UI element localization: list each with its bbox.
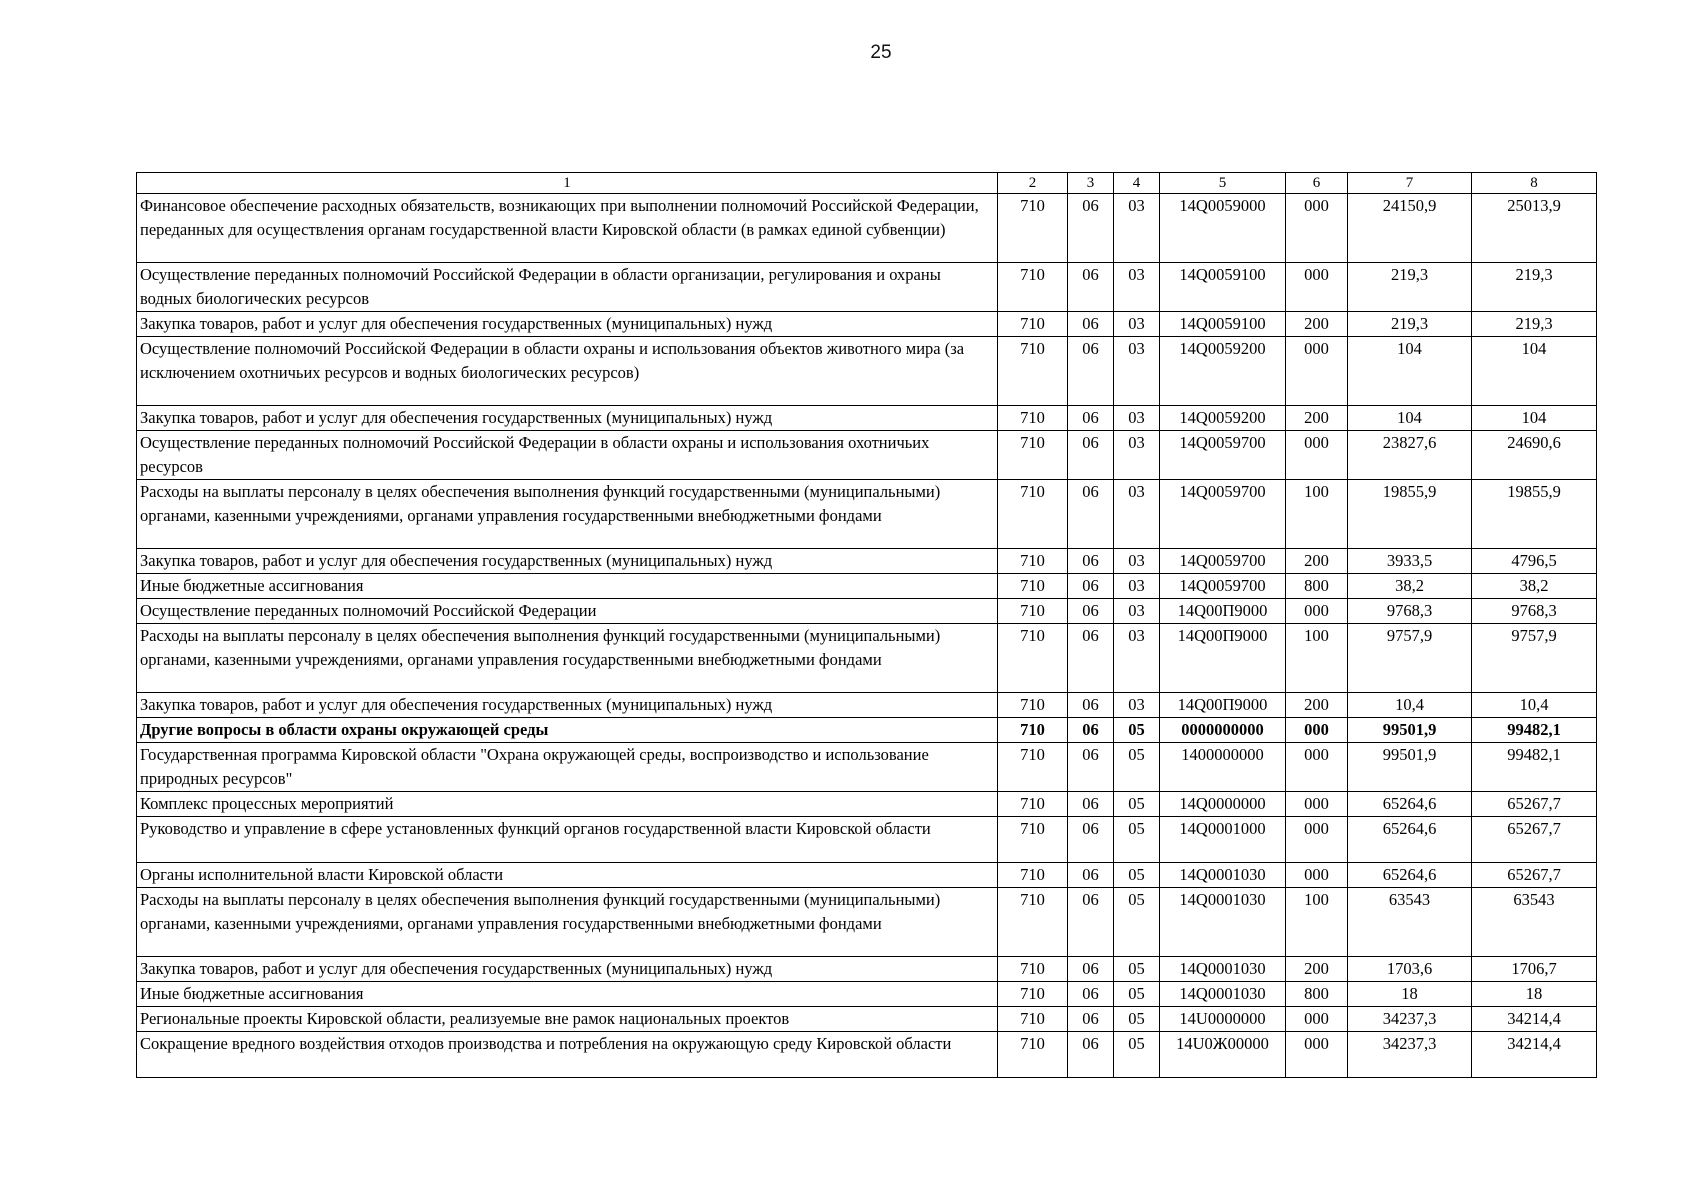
amount-year2-cell: 9757,9 bbox=[1472, 624, 1597, 693]
ministry-code-cell: 710 bbox=[998, 599, 1068, 624]
item-name-cell: Расходы на выплаты персоналу в целях обеспечения выполнения функций государственными (муниципальными) органами, казенными учреждениями, органами управления государственными внебюджетными фондами bbox=[137, 888, 998, 957]
subsection-code-cell: 05 bbox=[1114, 982, 1160, 1007]
table-row bbox=[137, 718, 1597, 743]
table-row bbox=[137, 194, 1597, 263]
target-article-cell: 14Q0059100 bbox=[1160, 263, 1286, 312]
item-name-cell: Закупка товаров, работ и услуг для обеспечения государственных (муниципальных) нужд bbox=[137, 693, 998, 718]
amount-year1-cell: 219,3 bbox=[1348, 312, 1472, 337]
subsection-code-cell: 03 bbox=[1114, 431, 1160, 480]
table-header-row bbox=[137, 173, 1597, 194]
table-row bbox=[137, 982, 1597, 1007]
ministry-code-cell: 710 bbox=[998, 982, 1068, 1007]
column-header: 8 bbox=[1472, 173, 1597, 194]
section-code-cell: 06 bbox=[1068, 792, 1114, 817]
amount-year2-cell: 24690,6 bbox=[1472, 431, 1597, 480]
subsection-code-cell: 05 bbox=[1114, 792, 1160, 817]
subsection-code-cell: 03 bbox=[1114, 574, 1160, 599]
table-body bbox=[137, 194, 1597, 1078]
target-article-cell: 1400000000 bbox=[1160, 743, 1286, 792]
ministry-code-cell: 710 bbox=[998, 957, 1068, 982]
amount-year2-cell: 99482,1 bbox=[1472, 743, 1597, 792]
item-name-cell: Органы исполнительной власти Кировской области bbox=[137, 863, 998, 888]
target-article-cell: 14U0000000 bbox=[1160, 1007, 1286, 1032]
ministry-code-cell: 710 bbox=[998, 480, 1068, 549]
amount-year2-cell: 104 bbox=[1472, 337, 1597, 406]
amount-year2-cell: 65267,7 bbox=[1472, 792, 1597, 817]
section-code-cell: 06 bbox=[1068, 1007, 1114, 1032]
subsection-code-cell: 03 bbox=[1114, 194, 1160, 263]
ministry-code-cell: 710 bbox=[998, 888, 1068, 957]
expense-type-cell: 000 bbox=[1286, 817, 1348, 863]
subsection-code-cell: 03 bbox=[1114, 406, 1160, 431]
amount-year1-cell: 3933,5 bbox=[1348, 549, 1472, 574]
amount-year1-cell: 99501,9 bbox=[1348, 718, 1472, 743]
section-code-cell: 06 bbox=[1068, 312, 1114, 337]
amount-year1-cell: 65264,6 bbox=[1348, 792, 1472, 817]
ministry-code-cell: 710 bbox=[998, 718, 1068, 743]
amount-year2-cell: 18 bbox=[1472, 982, 1597, 1007]
page-number: 25 bbox=[870, 42, 892, 63]
subsection-code-cell: 03 bbox=[1114, 263, 1160, 312]
amount-year2-cell: 63543 bbox=[1472, 888, 1597, 957]
amount-year1-cell: 1703,6 bbox=[1348, 957, 1472, 982]
expense-type-cell: 000 bbox=[1286, 1007, 1348, 1032]
target-article-cell: 14Q0001030 bbox=[1160, 863, 1286, 888]
ministry-code-cell: 710 bbox=[998, 549, 1068, 574]
target-article-cell: 14Q0001030 bbox=[1160, 982, 1286, 1007]
section-code-cell: 06 bbox=[1068, 431, 1114, 480]
column-header: 3 bbox=[1068, 173, 1114, 194]
expense-type-cell: 200 bbox=[1286, 957, 1348, 982]
expense-type-cell: 100 bbox=[1286, 480, 1348, 549]
amount-year1-cell: 63543 bbox=[1348, 888, 1472, 957]
amount-year1-cell: 10,4 bbox=[1348, 693, 1472, 718]
subsection-code-cell: 05 bbox=[1114, 1007, 1160, 1032]
amount-year1-cell: 24150,9 bbox=[1348, 194, 1472, 263]
item-name-cell: Финансовое обеспечение расходных обязательств, возникающих при выполнении полномочий Российской Федерации, переданных для осуществления органам государственной власти Кировской области (в рамках единой субвенции) bbox=[137, 194, 998, 263]
section-code-cell: 06 bbox=[1068, 693, 1114, 718]
table-row bbox=[137, 574, 1597, 599]
amount-year1-cell: 219,3 bbox=[1348, 263, 1472, 312]
amount-year1-cell: 18 bbox=[1348, 982, 1472, 1007]
amount-year2-cell: 219,3 bbox=[1472, 312, 1597, 337]
table-row bbox=[137, 312, 1597, 337]
section-code-cell: 06 bbox=[1068, 599, 1114, 624]
item-name-cell: Сокращение вредного воздействия отходов производства и потребления на окружающую среду Кировской области bbox=[137, 1032, 998, 1078]
column-header: 6 bbox=[1286, 173, 1348, 194]
amount-year1-cell: 23827,6 bbox=[1348, 431, 1472, 480]
ministry-code-cell: 710 bbox=[998, 624, 1068, 693]
item-name-cell: Закупка товаров, работ и услуг для обеспечения государственных (муниципальных) нужд bbox=[137, 406, 998, 431]
subsection-code-cell: 05 bbox=[1114, 743, 1160, 792]
column-header: 1 bbox=[137, 173, 998, 194]
subsection-code-cell: 05 bbox=[1114, 888, 1160, 957]
subsection-code-cell: 05 bbox=[1114, 817, 1160, 863]
amount-year2-cell: 65267,7 bbox=[1472, 863, 1597, 888]
ministry-code-cell: 710 bbox=[998, 817, 1068, 863]
item-name-cell: Иные бюджетные ассигнования bbox=[137, 982, 998, 1007]
subsection-code-cell: 03 bbox=[1114, 693, 1160, 718]
amount-year1-cell: 19855,9 bbox=[1348, 480, 1472, 549]
item-name-cell: Иные бюджетные ассигнования bbox=[137, 574, 998, 599]
section-code-cell: 06 bbox=[1068, 718, 1114, 743]
ministry-code-cell: 710 bbox=[998, 863, 1068, 888]
ministry-code-cell: 710 bbox=[998, 406, 1068, 431]
amount-year1-cell: 9757,9 bbox=[1348, 624, 1472, 693]
table-row bbox=[137, 888, 1597, 957]
item-name-cell: Расходы на выплаты персоналу в целях обеспечения выполнения функций государственными (муниципальными) органами, казенными учреждениями, органами управления государственными внебюджетными фондами bbox=[137, 480, 998, 549]
amount-year1-cell: 104 bbox=[1348, 337, 1472, 406]
amount-year1-cell: 38,2 bbox=[1348, 574, 1472, 599]
table-row bbox=[137, 263, 1597, 312]
table-row bbox=[137, 743, 1597, 792]
section-code-cell: 06 bbox=[1068, 574, 1114, 599]
target-article-cell: 14Q0001030 bbox=[1160, 888, 1286, 957]
subsection-code-cell: 03 bbox=[1114, 624, 1160, 693]
item-name-cell: Другие вопросы в области охраны окружающей среды bbox=[137, 718, 998, 743]
expense-type-cell: 000 bbox=[1286, 792, 1348, 817]
expense-type-cell: 000 bbox=[1286, 718, 1348, 743]
table-row bbox=[137, 693, 1597, 718]
amount-year2-cell: 34214,4 bbox=[1472, 1007, 1597, 1032]
item-name-cell: Осуществление переданных полномочий Российской Федерации в области организации, регулирования и охраны водных биологических ресурсов bbox=[137, 263, 998, 312]
target-article-cell: 14Q0059700 bbox=[1160, 431, 1286, 480]
expense-type-cell: 000 bbox=[1286, 263, 1348, 312]
ministry-code-cell: 710 bbox=[998, 312, 1068, 337]
ministry-code-cell: 710 bbox=[998, 337, 1068, 406]
expense-type-cell: 100 bbox=[1286, 624, 1348, 693]
table-row bbox=[137, 1032, 1597, 1078]
ministry-code-cell: 710 bbox=[998, 743, 1068, 792]
ministry-code-cell: 710 bbox=[998, 693, 1068, 718]
table-row bbox=[137, 863, 1597, 888]
subsection-code-cell: 05 bbox=[1114, 718, 1160, 743]
target-article-cell: 14Q00П9000 bbox=[1160, 599, 1286, 624]
target-article-cell: 14Q0059000 bbox=[1160, 194, 1286, 263]
expense-type-cell: 800 bbox=[1286, 982, 1348, 1007]
section-code-cell: 06 bbox=[1068, 1032, 1114, 1078]
expense-type-cell: 000 bbox=[1286, 431, 1348, 480]
amount-year1-cell: 104 bbox=[1348, 406, 1472, 431]
expense-type-cell: 100 bbox=[1286, 888, 1348, 957]
target-article-cell: 14Q0059700 bbox=[1160, 574, 1286, 599]
ministry-code-cell: 710 bbox=[998, 263, 1068, 312]
section-code-cell: 06 bbox=[1068, 863, 1114, 888]
section-code-cell: 06 bbox=[1068, 743, 1114, 792]
amount-year2-cell: 19855,9 bbox=[1472, 480, 1597, 549]
ministry-code-cell: 710 bbox=[998, 1007, 1068, 1032]
target-article-cell: 14Q0059200 bbox=[1160, 337, 1286, 406]
item-name-cell: Осуществление переданных полномочий Российской Федерации bbox=[137, 599, 998, 624]
section-code-cell: 06 bbox=[1068, 957, 1114, 982]
target-article-cell: 14Q0000000 bbox=[1160, 792, 1286, 817]
column-header: 4 bbox=[1114, 173, 1160, 194]
section-code-cell: 06 bbox=[1068, 624, 1114, 693]
table-row bbox=[137, 431, 1597, 480]
section-code-cell: 06 bbox=[1068, 549, 1114, 574]
target-article-cell: 14Q0001030 bbox=[1160, 957, 1286, 982]
expense-type-cell: 000 bbox=[1286, 743, 1348, 792]
target-article-cell: 14Q0059100 bbox=[1160, 312, 1286, 337]
subsection-code-cell: 05 bbox=[1114, 863, 1160, 888]
budget-table bbox=[136, 172, 1597, 1078]
item-name-cell: Региональные проекты Кировской области, реализуемые вне рамок национальных проектов bbox=[137, 1007, 998, 1032]
section-code-cell: 06 bbox=[1068, 888, 1114, 957]
subsection-code-cell: 03 bbox=[1114, 337, 1160, 406]
subsection-code-cell: 05 bbox=[1114, 1032, 1160, 1078]
expense-type-cell: 000 bbox=[1286, 863, 1348, 888]
section-code-cell: 06 bbox=[1068, 194, 1114, 263]
subsection-code-cell: 03 bbox=[1114, 549, 1160, 574]
amount-year2-cell: 25013,9 bbox=[1472, 194, 1597, 263]
item-name-cell: Закупка товаров, работ и услуг для обеспечения государственных (муниципальных) нужд bbox=[137, 312, 998, 337]
section-code-cell: 06 bbox=[1068, 406, 1114, 431]
amount-year1-cell: 9768,3 bbox=[1348, 599, 1472, 624]
amount-year1-cell: 65264,6 bbox=[1348, 863, 1472, 888]
ministry-code-cell: 710 bbox=[998, 1032, 1068, 1078]
table-row bbox=[137, 337, 1597, 406]
expense-type-cell: 200 bbox=[1286, 406, 1348, 431]
amount-year1-cell: 34237,3 bbox=[1348, 1032, 1472, 1078]
item-name-cell: Государственная программа Кировской области "Охрана окружающей среды, воспроизводство и использование природных ресурсов" bbox=[137, 743, 998, 792]
item-name-cell: Закупка товаров, работ и услуг для обеспечения государственных (муниципальных) нужд bbox=[137, 957, 998, 982]
expense-type-cell: 000 bbox=[1286, 599, 1348, 624]
amount-year1-cell: 99501,9 bbox=[1348, 743, 1472, 792]
target-article-cell: 14Q0059700 bbox=[1160, 480, 1286, 549]
amount-year2-cell: 65267,7 bbox=[1472, 817, 1597, 863]
target-article-cell: 14Q0059700 bbox=[1160, 549, 1286, 574]
expense-type-cell: 200 bbox=[1286, 549, 1348, 574]
amount-year2-cell: 10,4 bbox=[1472, 693, 1597, 718]
ministry-code-cell: 710 bbox=[998, 792, 1068, 817]
item-name-cell: Комплекс процессных мероприятий bbox=[137, 792, 998, 817]
amount-year1-cell: 34237,3 bbox=[1348, 1007, 1472, 1032]
table-row bbox=[137, 549, 1597, 574]
column-header: 2 bbox=[998, 173, 1068, 194]
expense-type-cell: 000 bbox=[1286, 337, 1348, 406]
amount-year2-cell: 4796,5 bbox=[1472, 549, 1597, 574]
amount-year2-cell: 9768,3 bbox=[1472, 599, 1597, 624]
item-name-cell: Осуществление переданных полномочий Российской Федерации в области охраны и использования охотничьих ресурсов bbox=[137, 431, 998, 480]
subsection-code-cell: 03 bbox=[1114, 312, 1160, 337]
target-article-cell: 14Q00П9000 bbox=[1160, 693, 1286, 718]
table-row bbox=[137, 957, 1597, 982]
ministry-code-cell: 710 bbox=[998, 194, 1068, 263]
table-row bbox=[137, 792, 1597, 817]
item-name-cell: Руководство и управление в сфере установленных функций органов государственной власти Кировской области bbox=[137, 817, 998, 863]
amount-year2-cell: 38,2 bbox=[1472, 574, 1597, 599]
section-code-cell: 06 bbox=[1068, 480, 1114, 549]
amount-year2-cell: 99482,1 bbox=[1472, 718, 1597, 743]
target-article-cell: 14Q00П9000 bbox=[1160, 624, 1286, 693]
amount-year2-cell: 34214,4 bbox=[1472, 1032, 1597, 1078]
expense-type-cell: 000 bbox=[1286, 1032, 1348, 1078]
section-code-cell: 06 bbox=[1068, 263, 1114, 312]
table-row bbox=[137, 1007, 1597, 1032]
amount-year2-cell: 104 bbox=[1472, 406, 1597, 431]
subsection-code-cell: 03 bbox=[1114, 599, 1160, 624]
amount-year2-cell: 219,3 bbox=[1472, 263, 1597, 312]
expense-type-cell: 200 bbox=[1286, 693, 1348, 718]
expense-type-cell: 800 bbox=[1286, 574, 1348, 599]
item-name-cell: Закупка товаров, работ и услуг для обеспечения государственных (муниципальных) нужд bbox=[137, 549, 998, 574]
table-row bbox=[137, 817, 1597, 863]
item-name-cell: Расходы на выплаты персоналу в целях обеспечения выполнения функций государственными (муниципальными) органами, казенными учреждениями, органами управления государственными внебюджетными фондами bbox=[137, 624, 998, 693]
ministry-code-cell: 710 bbox=[998, 574, 1068, 599]
section-code-cell: 06 bbox=[1068, 337, 1114, 406]
amount-year2-cell: 1706,7 bbox=[1472, 957, 1597, 982]
section-code-cell: 06 bbox=[1068, 982, 1114, 1007]
expense-type-cell: 000 bbox=[1286, 194, 1348, 263]
subsection-code-cell: 05 bbox=[1114, 957, 1160, 982]
subsection-code-cell: 03 bbox=[1114, 480, 1160, 549]
table-row bbox=[137, 406, 1597, 431]
column-header: 7 bbox=[1348, 173, 1472, 194]
target-article-cell: 14U0Ж00000 bbox=[1160, 1032, 1286, 1078]
column-header: 5 bbox=[1160, 173, 1286, 194]
item-name-cell: Осуществление полномочий Российской Федерации в области охраны и использования объектов животного мира (за исключением охотничьих ресурсов и водных биологических ресурсов) bbox=[137, 337, 998, 406]
ministry-code-cell: 710 bbox=[998, 431, 1068, 480]
expense-type-cell: 200 bbox=[1286, 312, 1348, 337]
table-row bbox=[137, 480, 1597, 549]
target-article-cell: 14Q0001000 bbox=[1160, 817, 1286, 863]
table-row bbox=[137, 599, 1597, 624]
table-row bbox=[137, 624, 1597, 693]
section-code-cell: 06 bbox=[1068, 817, 1114, 863]
target-article-cell: 0000000000 bbox=[1160, 718, 1286, 743]
amount-year1-cell: 65264,6 bbox=[1348, 817, 1472, 863]
target-article-cell: 14Q0059200 bbox=[1160, 406, 1286, 431]
